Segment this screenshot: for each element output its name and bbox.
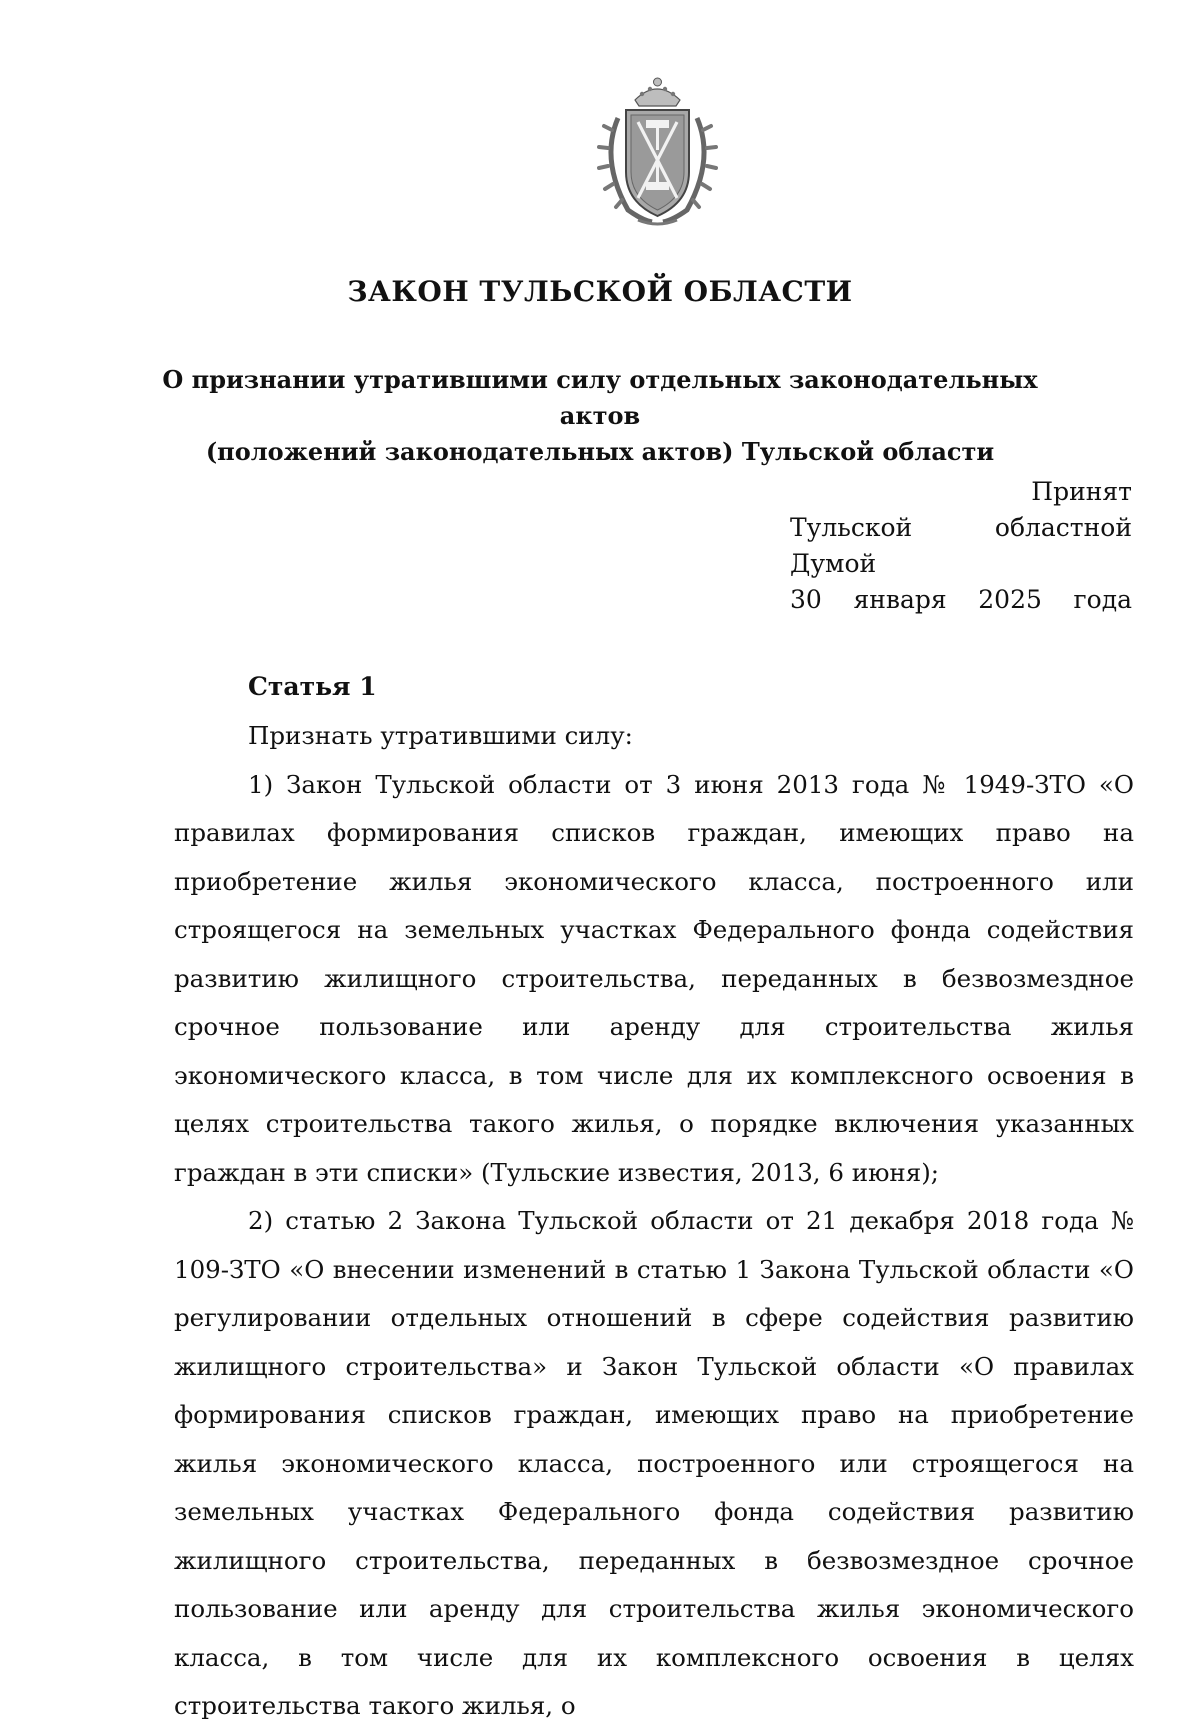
article-body <box>174 712 1134 1731</box>
adoption-block <box>790 474 1132 618</box>
adoption-line-1: Принят <box>1031 477 1132 506</box>
article-intro: Признать утратившими силу: <box>248 721 633 750</box>
adoption-line-3: 30 января 2025 года <box>790 585 1132 614</box>
article-item-1: 1) Закон Тульской области от 3 июня 2013 года № 1949-ЗТО «О правилах формирования списков граждан, имеющих право на приобретение жилья экономического класса, построенного или строящегося на земельных участках Федерального фонда содействия развитию жилищного строительства, переданных в безвозмездное срочное пользование или аренду для строительства жилья экономического класса, в том числе для их комплексного освоения в целях строительства такого жилья, о порядке включения указанных граждан в эти списки» (Тульские известия, 2013, 6 июня); <box>174 769 1134 1187</box>
law-title: ЗАКОН ТУЛЬСКОЙ ОБЛАСТИ <box>347 275 853 308</box>
law-subtitle-line-1: О признании утратившими силу отдельных законодательных актов <box>162 365 1038 430</box>
law-subtitle-line-2: (положений законодательных актов) Тульской области <box>205 437 995 466</box>
adoption-line-2: Тульской областной Думой <box>790 513 1132 578</box>
law-subtitle <box>150 362 1050 470</box>
article-heading: Статья 1 <box>248 672 377 701</box>
tula-oblast-coat-of-arms-icon <box>590 70 725 230</box>
article-item-2: 2) статью 2 Закона Тульской области от 21 декабря 2018 года № 109-ЗТО «О внесении изменений в статью 1 Закона Тульской области «О регулировании отдельных отношений в сфере содействия развитию жилищного строительства» и Закон Тульской области «О правилах формирования списков граждан, имеющих право на приобретение жилья экономического класса, построенного или строящегося на земельных участках Федерального фонда содействия развитию жилищного строительства, переданных в безвозмездное срочное пользование или аренду для строительства жилья экономического класса, в том числе для их комплексного освоения в целях строительства такого жилья, о <box>174 1206 1134 1720</box>
